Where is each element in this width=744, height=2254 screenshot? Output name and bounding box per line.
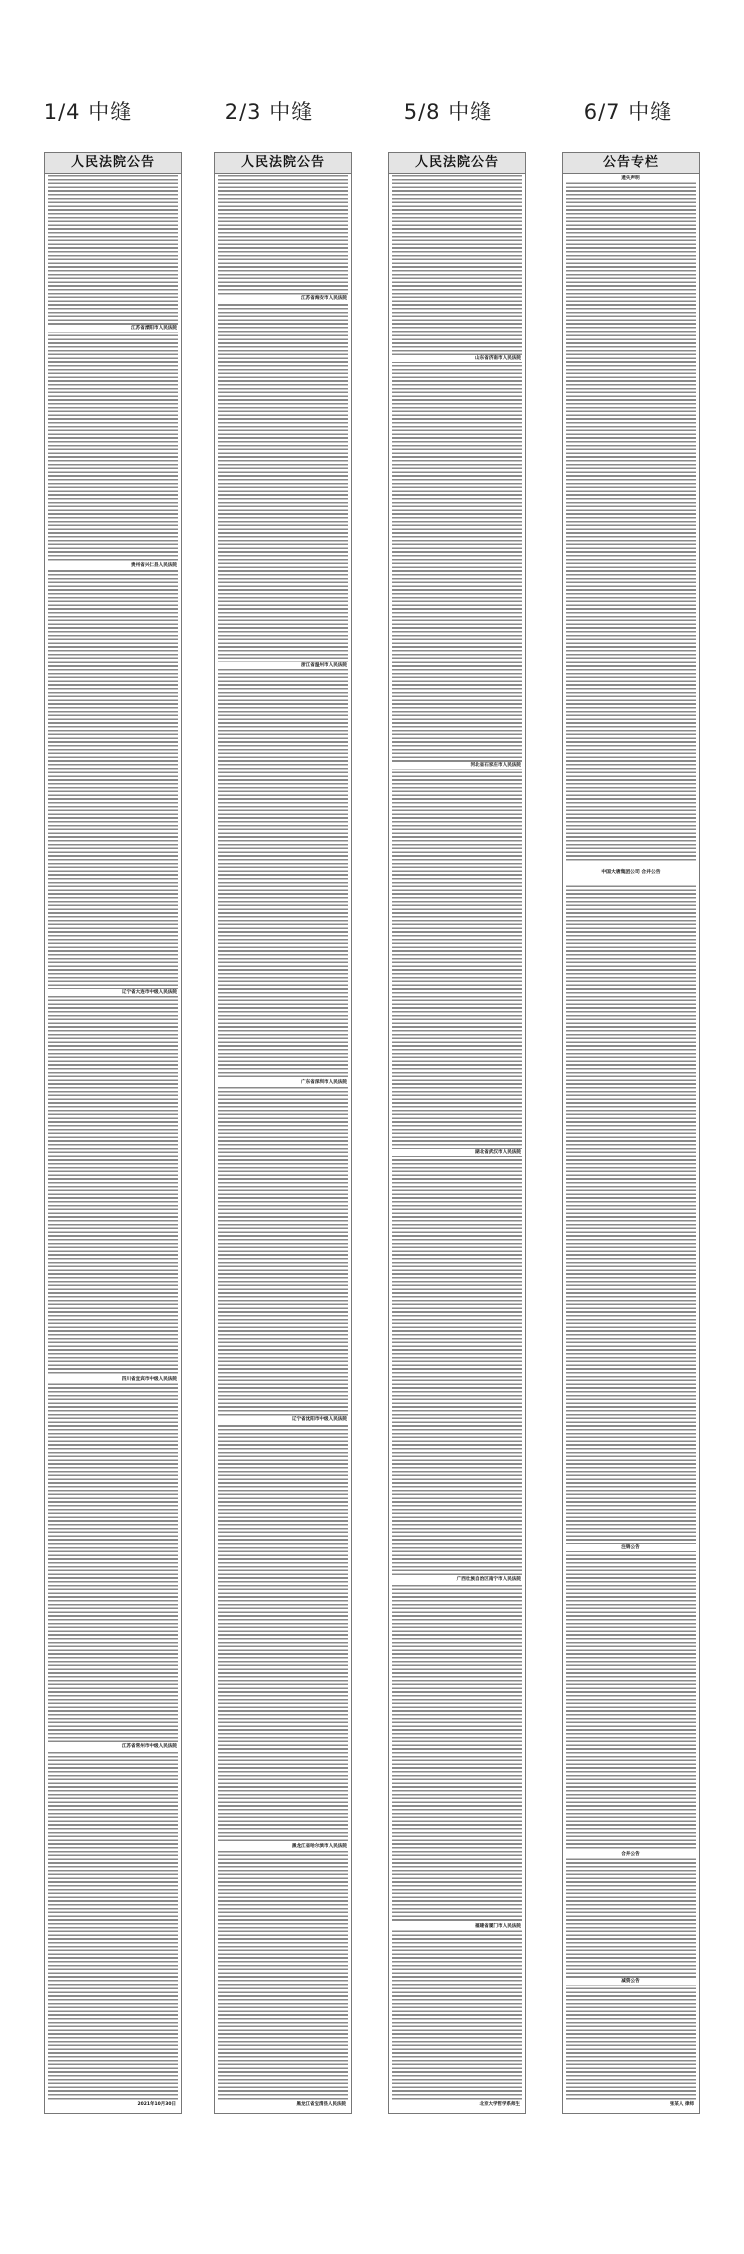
column-footer: 黑龙江省宝清县人民法院 [218, 2101, 348, 2109]
court-heading: 河北省石家庄市人民法院 [392, 762, 522, 769]
column-label-2: 2/3 中缝 [224, 100, 314, 124]
column-label-4: 6/7 中缝 [583, 100, 673, 124]
court-heading: 贵州省兴仁县人民法院 [48, 562, 178, 569]
column-body [566, 175, 696, 2109]
court-heading: 江苏省常州市中级人民法院 [48, 1743, 178, 1750]
column-label-1: 1/4 中缝 [43, 100, 133, 124]
column-header: 公告专栏 [563, 153, 699, 174]
column-body [392, 175, 522, 2109]
court-heading: 黑龙江省哈尔滨市人民法院 [218, 1843, 348, 1850]
newspaper-column-4 [562, 152, 700, 2114]
notice-heading: 合并公告 [566, 1851, 696, 1858]
column-header: 人民法院公告 [215, 153, 351, 174]
court-heading: 辽宁省大连市中级人民法院 [48, 989, 178, 996]
court-heading: 湖北省武汉市人民法院 [392, 1149, 522, 1156]
column-footer: 张某人 律师 [566, 2101, 696, 2109]
column-header: 人民法院公告 [45, 153, 181, 174]
newspaper-column-2 [214, 152, 352, 2114]
court-heading: 辽宁省沈阳市中级人民法院 [218, 1416, 348, 1423]
column-body [218, 175, 348, 2109]
notice-heading: 注销公告 [566, 1544, 696, 1551]
firm-notice-block: 中国大唐集团公司 合并公告 [566, 868, 696, 878]
column-footer: 2021年10月30日 [48, 2101, 178, 2109]
notice-heading: 遗失声明 [566, 175, 696, 182]
court-heading: 福建省厦门市人民法院 [392, 1923, 522, 1930]
newspaper-column-3 [388, 152, 526, 2114]
column-footer: 北京大学哲学系师生 [392, 2101, 522, 2109]
court-heading: 四川省宜宾市中级人民法院 [48, 1376, 178, 1383]
court-heading: 江苏省海安市人民法院 [218, 295, 348, 302]
notice-heading: 减资公告 [566, 1978, 696, 1985]
court-heading: 广东省深圳市人民法院 [218, 1079, 348, 1086]
newspaper-column-1 [44, 152, 182, 2114]
column-label-3: 5/8 中缝 [403, 100, 493, 124]
court-heading: 山东省济南市人民法院 [392, 355, 522, 362]
column-body [48, 175, 178, 2109]
column-header: 人民法院公告 [389, 153, 525, 174]
court-heading: 浙江省温州市人民法院 [218, 662, 348, 669]
court-heading: 广西壮族自治区南宁市人民法院 [392, 1576, 522, 1583]
court-heading: 江苏省溧阳市人民法院 [48, 325, 178, 332]
